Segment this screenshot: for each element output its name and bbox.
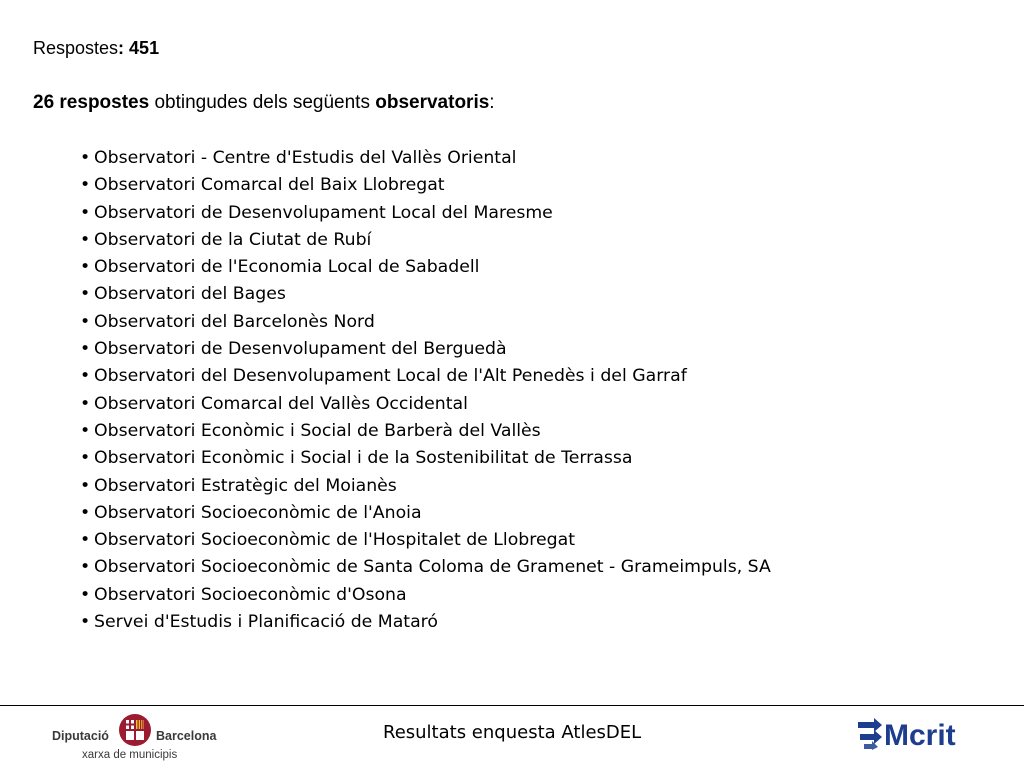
intro-text: obtingudes dels següents	[149, 92, 376, 113]
list-item	[80, 145, 771, 172]
responses-intro	[33, 92, 495, 114]
list-item	[80, 527, 771, 554]
bullet: •	[80, 502, 91, 523]
diputacio-seal-icon	[118, 711, 152, 749]
list-item-text: Observatori Socioeconòmic d'Osona	[94, 584, 407, 605]
list-item-text: Observatori de l'Economia Local de Sabadell	[94, 257, 480, 278]
list-item	[80, 309, 771, 336]
mcrit-arrows-icon	[858, 716, 974, 750]
list-item	[80, 200, 771, 227]
list-item-text: Observatori Comarcal del Baix Llobregat	[94, 175, 445, 196]
logo-name-right: Barcelona	[156, 729, 217, 743]
list-item-text: Observatori Socioeconòmic de Santa Coloma de Gramenet - Grameimpuls, SA	[94, 557, 771, 578]
bullet: •	[80, 584, 91, 605]
list-item-text: Observatori Estratègic del Moianès	[94, 475, 397, 496]
logo-subtitle: xarxa de municipis	[82, 749, 178, 761]
intro-observatoris: observatoris	[375, 92, 490, 113]
bullet: •	[80, 475, 91, 496]
list-item	[80, 609, 771, 636]
list-item	[80, 391, 771, 418]
mcrit-wordmark: Mcrit	[884, 719, 956, 750]
list-item-text: Observatori Econòmic i Social i de la Sostenibilitat de Terrassa	[94, 448, 633, 469]
footer-title: Resultats enquesta AtlesDEL	[383, 722, 642, 743]
list-item	[80, 445, 771, 472]
bullet: •	[80, 557, 91, 578]
bullet: •	[80, 284, 91, 305]
list-item-text: Observatori Socioeconòmic de l'Hospitalet de Llobregat	[94, 530, 575, 551]
list-item	[80, 172, 771, 199]
list-item	[80, 363, 771, 390]
mcrit-logo	[858, 716, 974, 755]
intro-colon: :	[489, 92, 495, 113]
list-item	[80, 473, 771, 500]
responses-total	[33, 38, 159, 59]
bullet: •	[80, 175, 91, 196]
list-item	[80, 500, 771, 527]
responses-label: Respostes	[33, 38, 119, 58]
list-item	[80, 281, 771, 308]
diputacio-barcelona-logo	[52, 709, 232, 765]
list-item-text: Servei d'Estudis i Planificació de Mataró	[94, 612, 438, 633]
list-item-text: Observatori Econòmic i Social de Barberà del Vallès	[94, 420, 541, 441]
bullet: •	[80, 339, 91, 360]
observatory-list	[80, 145, 771, 636]
list-item-text: Observatori Comarcal del Vallès Occidental	[94, 393, 468, 414]
footer-divider	[0, 705, 1024, 706]
bullet: •	[80, 311, 91, 332]
list-item	[80, 336, 771, 363]
bullet: •	[80, 229, 91, 250]
list-item-text: Observatori del Bages	[94, 284, 286, 305]
bullet: •	[80, 612, 91, 633]
list-item	[80, 254, 771, 281]
list-item-text: Observatori del Barcelonès Nord	[94, 311, 375, 332]
list-item	[80, 227, 771, 254]
responses-subcount: 26 respostes	[33, 92, 150, 113]
bullet: •	[80, 202, 91, 223]
bullet: •	[80, 530, 91, 551]
bullet: •	[80, 448, 91, 469]
bullet: •	[80, 420, 91, 441]
list-item	[80, 582, 771, 609]
bullet: •	[80, 393, 91, 414]
list-item-text: Observatori Socioeconòmic de l'Anoia	[94, 502, 422, 523]
list-item-text: Observatori - Centre d'Estudis del Vallès Oriental	[94, 148, 517, 168]
list-item-text: Observatori de Desenvolupament Local del Maresme	[94, 202, 553, 223]
bullet: •	[80, 257, 91, 278]
bullet: •	[80, 148, 91, 168]
responses-count: : 451	[118, 38, 160, 58]
logo-name-left: Diputació	[52, 729, 109, 743]
list-item-text: Observatori de Desenvolupament del Berguedà	[94, 339, 507, 360]
list-item	[80, 418, 771, 445]
bullet: •	[80, 366, 91, 387]
list-item	[80, 554, 771, 581]
list-item-text: Observatori de la Ciutat de Rubí	[94, 229, 372, 250]
list-item-text: Observatori del Desenvolupament Local de l'Alt Penedès i del Garraf	[94, 366, 687, 387]
